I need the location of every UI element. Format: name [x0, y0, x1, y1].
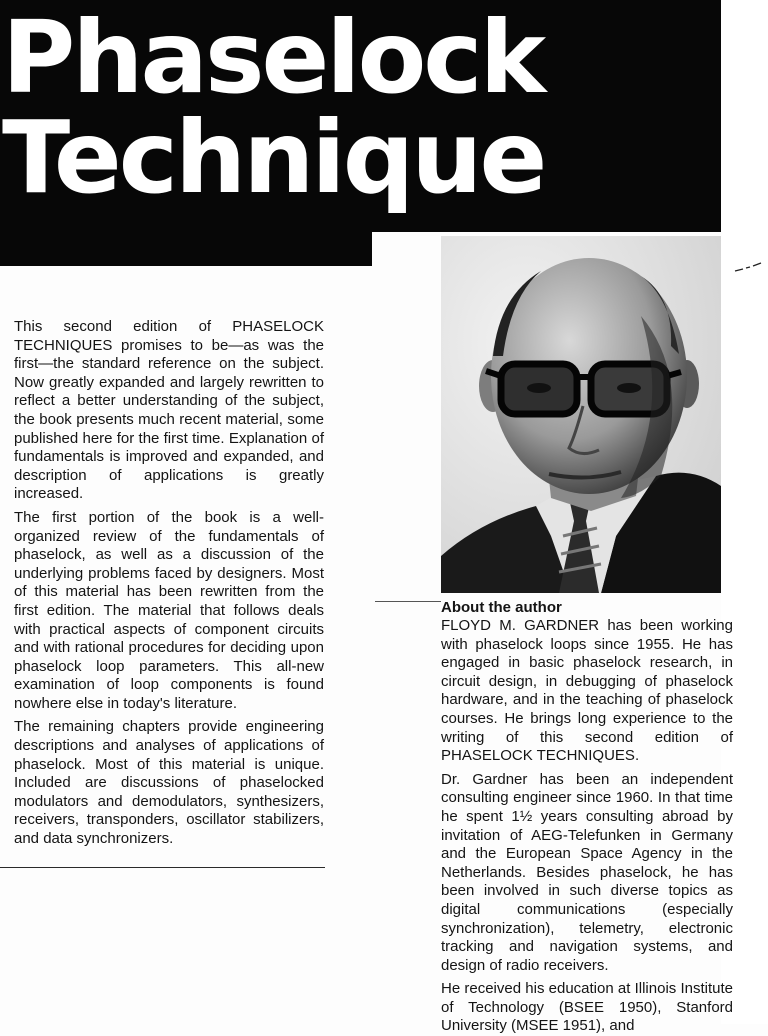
- title-band-step: [0, 232, 372, 266]
- title-band: [0, 0, 721, 232]
- title-line-technique: Technique: [2, 99, 545, 216]
- column-rule: [0, 867, 325, 868]
- title-line-phaselock: Phaselock: [2, 0, 544, 116]
- author-heading: About the author: [441, 599, 562, 616]
- description-paragraph: The remaining chapters provide engineering descriptions and analyses of applications of phaselock. Most of this material is unique. Included are discussions of phaselocked modulators and demodulators, synthesizers, receivers, transponders, oscillator stabilizers, and data synchronizers.: [14, 718, 324, 848]
- author-paragraph: He received his education at Illinois Institute of Technology (BSEE 1950), Stanford University (MSEE 1951), and: [441, 980, 733, 1035]
- description-paragraph: This second edition of PHASELOCK TECHNIQUES promises to be—as was the first—the standard reference on the subject. Now greatly expanded and largely rewritten to reflect a better understanding of the subject, the book presents much recent material, some published here for the first time. Explanation of fundamentals is improved and expanded, and description of applications is greatly increased.: [14, 318, 324, 503]
- description-paragraph: The first portion of the book is a well-organized review of the fundamentals of phaselock, as well as a discussion of the underlying problems faced by designers. Most of this material has been rewritten from the first edition. The material that follows deals with practical aspects of component circuits and with rational procedures for deciding upon phaselock loop parameters. This all-new examination of loop components is found nowhere else in today's literature.: [14, 508, 324, 712]
- dotted-rule: [375, 601, 441, 602]
- author-photo: [441, 236, 721, 593]
- description-column: [14, 318, 324, 854]
- author-portrait-image: [441, 236, 721, 593]
- author-paragraph: FLOYD M. GARDNER has been working with phaselock loops since 1955. He has engaged in basic phaselock research, in circuit design, in debugging of phaselock hardware, and in the teaching of phaselock courses. He brings long experience to the writing of this second edition of PHASELOCK TECHNIQUES.: [441, 617, 733, 765]
- author-paragraph: Dr. Gardner has been an independent consulting engineer since 1960. In that time he spent 1½ years consulting abroad by invitation of AEG-Telefunken in Germany and the European Space Agency in the Netherlands. Besides phaselock, he has been involved in such diverse topics as digital communications (especially synchronization), telemetry, electronic tracking and navigation systems, and design of radio receivers.: [441, 770, 733, 974]
- author-column: [441, 599, 733, 1035]
- stray-scan-mark: [734, 262, 762, 274]
